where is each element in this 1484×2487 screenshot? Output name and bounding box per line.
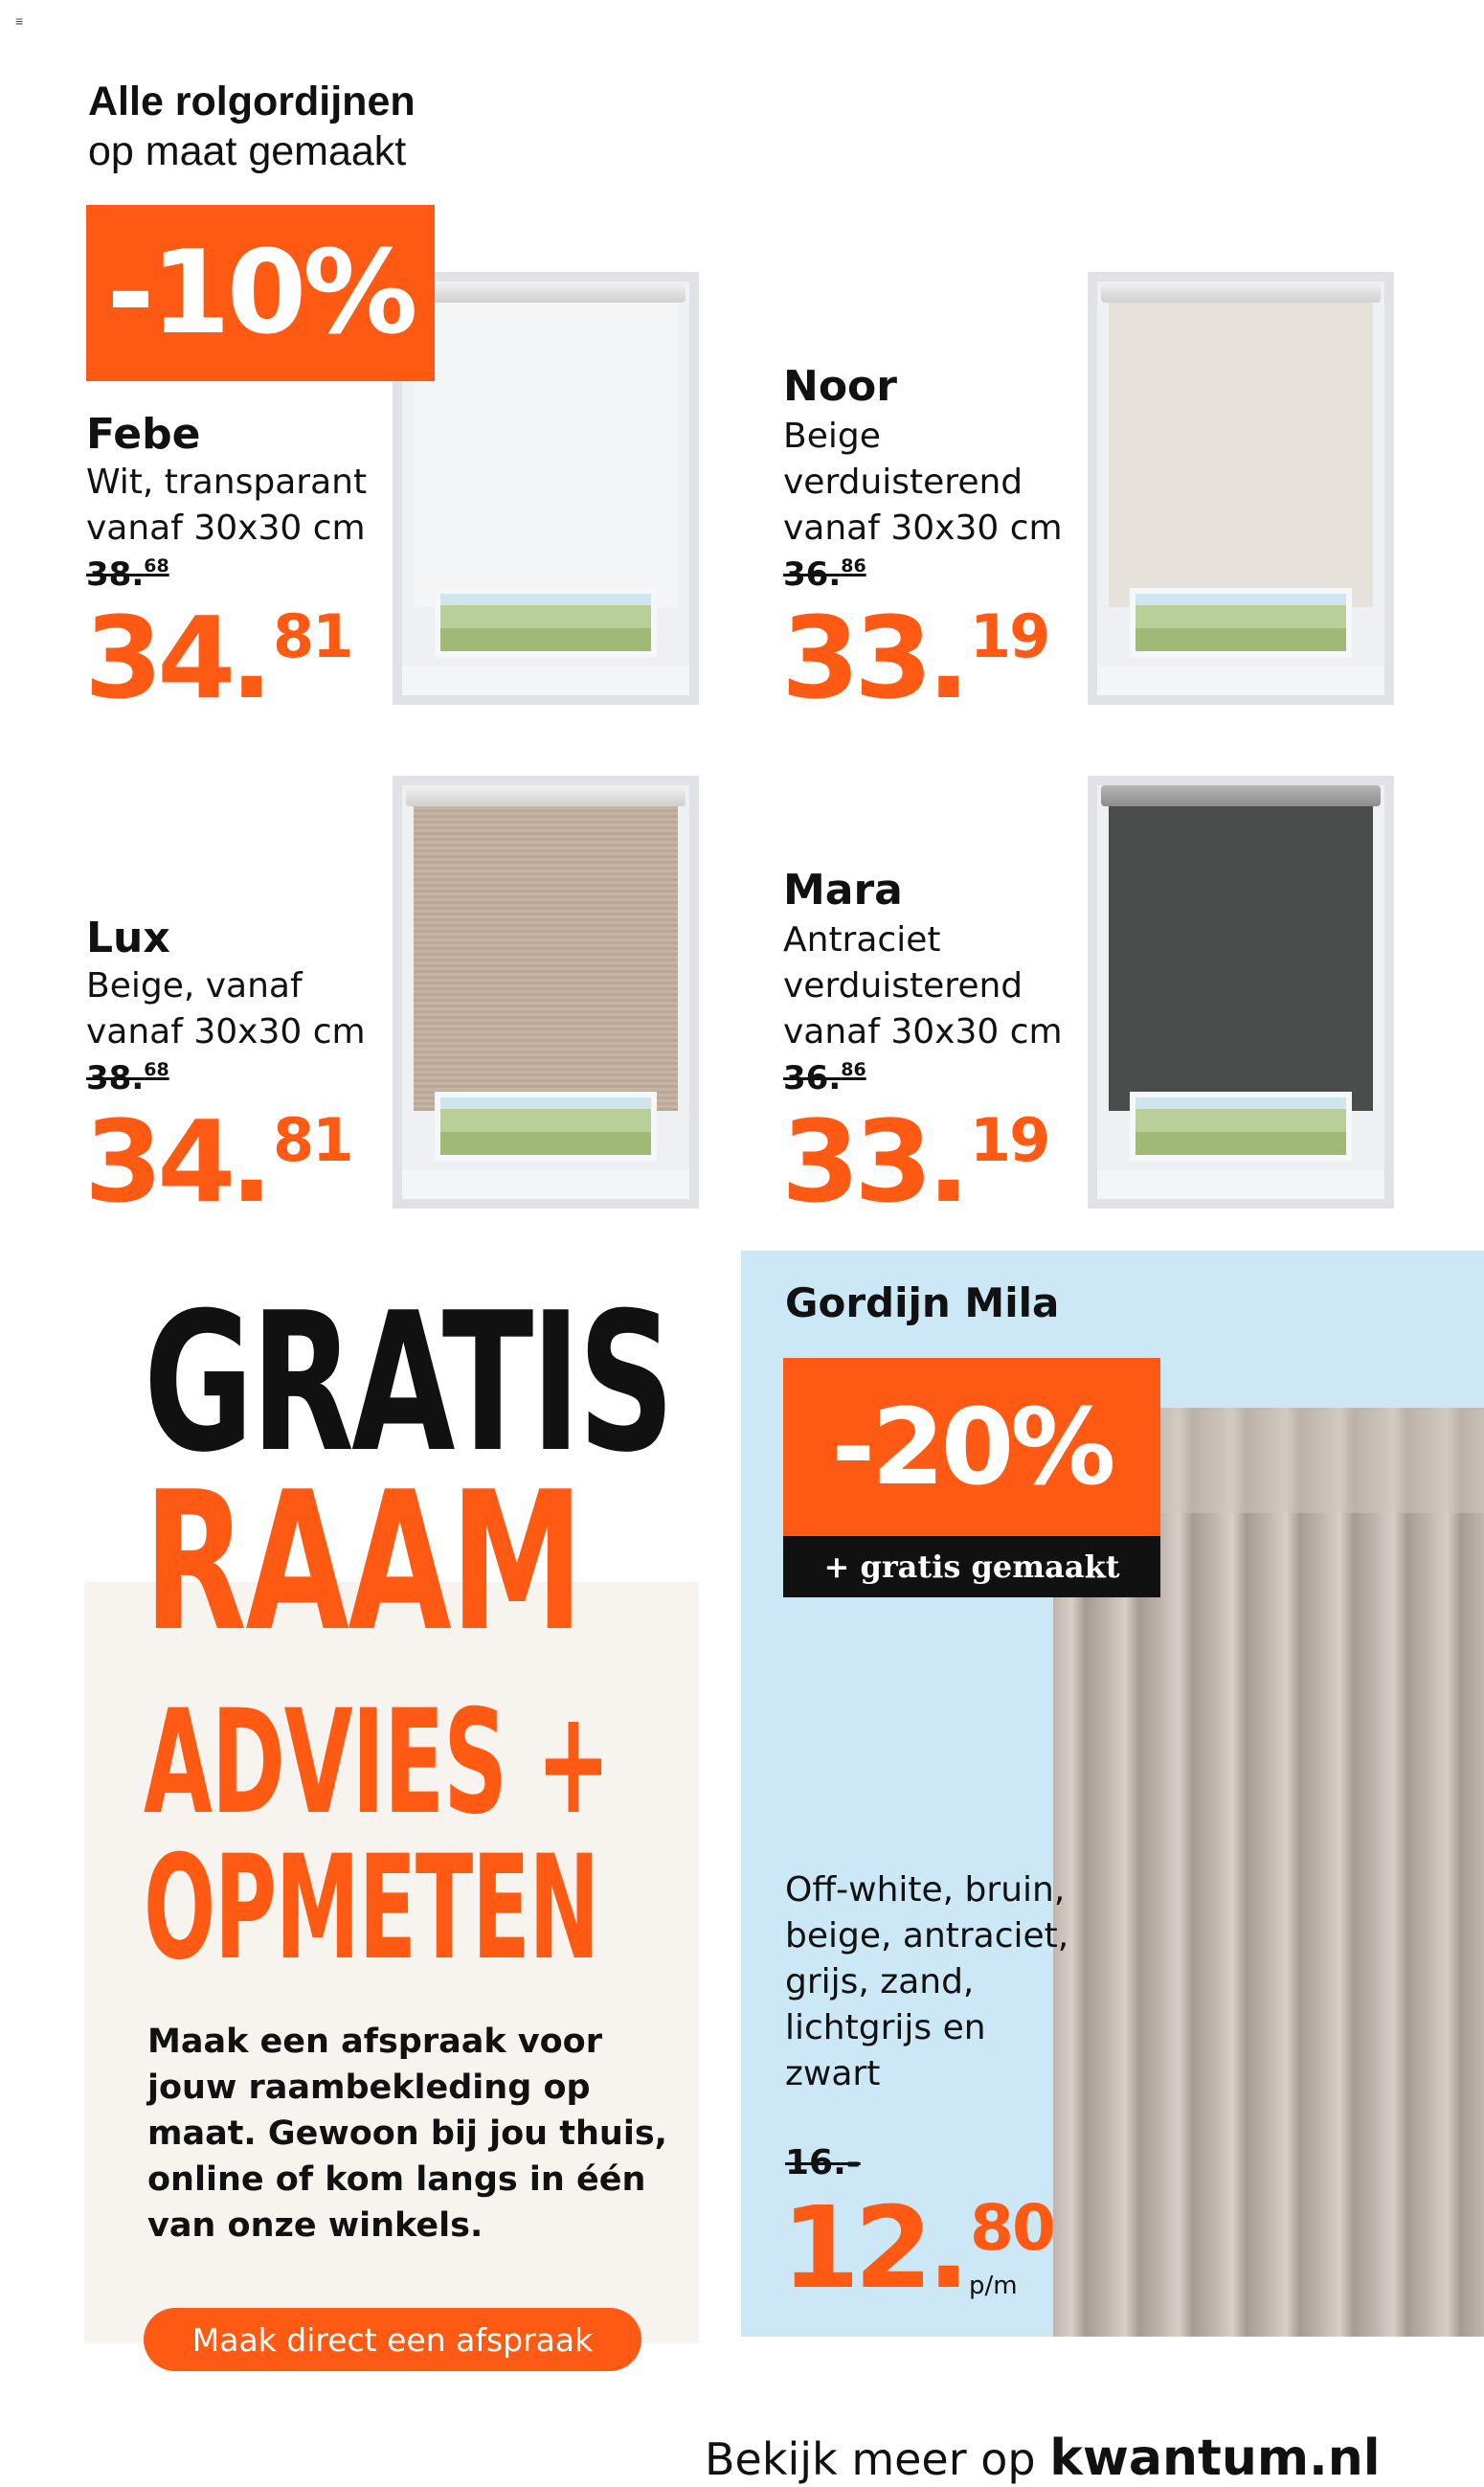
promo-line-opmeten: OPMETEN xyxy=(144,1825,599,1992)
price-mara: 33.19 xyxy=(781,1096,1049,1228)
curtain-discount-badge: -20% xyxy=(783,1358,1160,1536)
product-desc-noor: Beige verduisterend vanaf 30x30 cm xyxy=(783,417,1063,548)
menu-icon[interactable]: ≡ xyxy=(15,13,24,29)
curtain-old-price: 16.- xyxy=(785,2143,861,2182)
mara-blind-image xyxy=(1088,776,1394,1209)
free-made-label: + gratis gemaakt xyxy=(783,1536,1160,1597)
promo-line-raam: RAAM xyxy=(144,1451,583,1674)
price-lux: 34.81 xyxy=(84,1096,352,1228)
curtain-title: Gordijn Mila xyxy=(785,1279,1060,1326)
make-appointment-button[interactable]: Maak direct een afspraak xyxy=(144,2308,641,2371)
footer-link[interactable]: Bekijk meer op kwantum.nl xyxy=(705,2430,1381,2487)
product-name-lux: Lux xyxy=(86,914,170,962)
product-name-mara: Mara xyxy=(783,866,903,915)
product-name-noor: Noor xyxy=(783,362,897,411)
old-price-lux: 38.68 xyxy=(86,1059,169,1097)
product-desc-febe: Wit, transparant vanaf 30x30 cm xyxy=(86,463,368,548)
lux-blind-image xyxy=(393,776,699,1209)
mara-shade xyxy=(1109,806,1373,1111)
curtain-price: 12.80 xyxy=(781,2182,1054,2314)
febe-shade xyxy=(414,303,678,607)
discount-badge: -10% xyxy=(86,205,435,381)
febe-blind-image xyxy=(393,272,699,705)
product-name-febe: Febe xyxy=(86,410,201,459)
product-desc-lux: Beige, vanaf vanaf 30x30 cm xyxy=(86,966,366,1051)
old-price-mara: 36.86 xyxy=(783,1059,866,1097)
product-desc-mara: Antraciet verduisterend vanaf 30x30 cm xyxy=(783,920,1063,1051)
noor-shade xyxy=(1109,303,1373,607)
price-noor: 33.19 xyxy=(781,592,1049,724)
old-price-febe: 38.68 xyxy=(86,555,169,594)
lux-shade xyxy=(414,806,678,1111)
promo-line-advies: ADVIES + xyxy=(144,1680,610,1846)
old-price-noor: 36.86 xyxy=(783,555,866,594)
price-febe: 34.81 xyxy=(84,592,352,724)
page-title: Alle rolgordijnen xyxy=(88,79,416,124)
promo-text: Maak een afspraak voor jouw raambekleding op maat. Gewoon bij jou thuis, online of kom langs in één van onze winkels. xyxy=(147,2023,667,2245)
page-subtitle: op maat gemaakt xyxy=(88,128,407,174)
site-name[interactable]: kwantum.nl xyxy=(1049,2430,1381,2487)
promo-line-gratis: GRATIS xyxy=(144,1272,672,1495)
curtain-colors: Off-white, bruin, beige, antraciet, grijs, zand, lichtgrijs en zwart xyxy=(785,1870,1069,2093)
noor-blind-image xyxy=(1088,272,1394,705)
curtain-price-unit: p/m xyxy=(969,2272,1018,2300)
